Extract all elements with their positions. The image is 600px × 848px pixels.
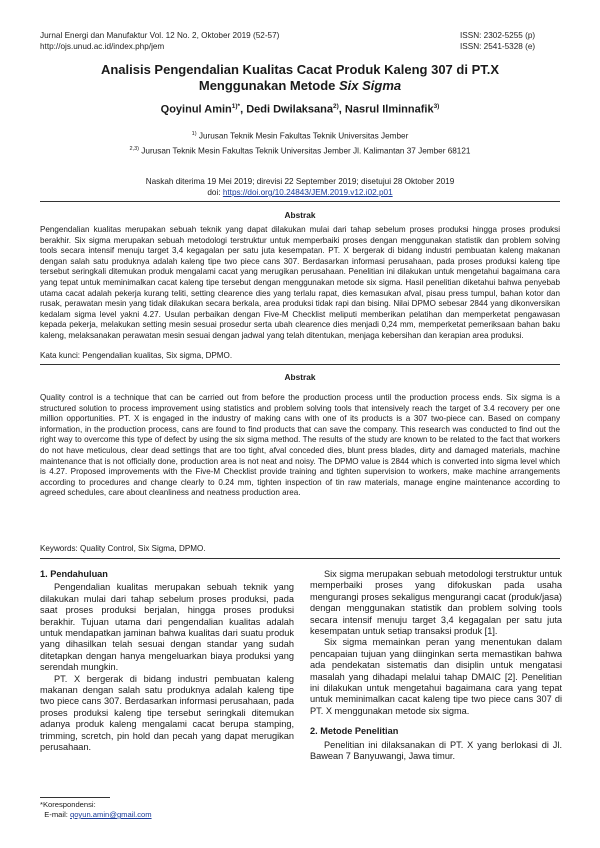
email-link[interactable]: qoyun.amin@gmail.com bbox=[69, 810, 152, 819]
journal-header bbox=[40, 30, 279, 52]
abstract-body: Quality control is a technique that can be carried out from before the production process until the production process ends. Six sigma is a structured solution to process improvement using statistics and problem solving tools that intensively reach the target of 3.4 recovery per one million opportunities. PT. X is engaged in the industry of making cans with one of its products is a 307 two-piece can. Based on company information, in the production process, cans are found to find products that can save the company. This research was conducted to find out the right way to overcome this type of defect by using the six sigma method. The results of the study are known to be related to the fact that workers do not have meticulous, clear dead settings that are too tight, afval conceded dies, blunt press blades, dirty and damaged materials, machine maintenance that is not officially done, production area is not neat and noisy. The DPMO value is 2844 which is converted into sigma level which is 4.27. Proposed improvements with the Five-M Checklist provide training and tighten supervision to workers, make machine arrangements according to procedures and change clearly to 0.24 mm, tighten inspection of tin raw materials, manage engine maintenance according to agreed schedules, care about cleanliness and neatness production area. bbox=[40, 393, 560, 498]
doi-line bbox=[40, 187, 560, 198]
title-line-2-text: Menggunakan Metode bbox=[198, 78, 339, 93]
doi-label: doi: bbox=[207, 188, 223, 197]
section-2-paragraph-1: Penelitian ini dilaksanakan di PT. X yang berlokasi di Jl. Bawean 7 Banyuwangi, Jawa timur. bbox=[310, 739, 562, 762]
affiliation-1 bbox=[40, 131, 560, 141]
title-line-2 bbox=[40, 78, 560, 94]
issn-print: ISSN: 2302-5255 (p) bbox=[460, 31, 536, 40]
author-sep-1: , bbox=[240, 103, 247, 116]
dates-line: Naskah diterima 19 Mei 2019; direvisi 22 September 2019; disetujui 28 Oktober 2019 bbox=[145, 177, 455, 186]
section-2-heading: 2. Metode Penelitian bbox=[310, 726, 399, 737]
author-3: Nasrul Ilminnafik bbox=[344, 103, 434, 116]
abstract-heading: Abstrak bbox=[284, 372, 316, 382]
author-1-sup: 1)* bbox=[231, 103, 241, 110]
author-2: Dedi Dwilaksana bbox=[246, 103, 334, 116]
affiliation-2 bbox=[40, 146, 560, 156]
correspondence-footnote bbox=[40, 800, 152, 820]
email-label: E-mail: bbox=[44, 810, 70, 819]
section-1-paragraph-3: Six sigma merupakan sebuah metodologi terstruktur untuk memperbaiki proses yang difokuskan pada usaha mengurangi proses sekaligus mengurangi cacat (produk/jasa) dengan menggunakan statistik dan problem solving tools secara intensif menuju target 3,4 kegagalan per satu juta kesempatan untuk setiap transaksi produk [1]. bbox=[310, 569, 562, 637]
title-italic-term: Six Sigma bbox=[338, 78, 402, 93]
abstrak-body: Pengendalian kualitas merupakan sebuah teknik yang dapat dilakukan mulai dari tahap sebelum proses produksi hingga proses produksi berakhir. Six sigma merupakan sebuah metodologi terstruktur untuk memperbaiki proses dengan menggunakan statistik dan problem solving tools secara intensif menuju target 3,4 kegagalan per satu juta kesempatan. PT. X bergerak di bidang industri pembuatan kaleng makanan dengan salah satu produknya adalah kaleng tipe two piece cans 307. Berdasarkan informasi perusahaan, pada proses produksi kaleng tipe tersebut seringkali ditemukan produk mengalami cacat yang merugikan perusahaan. Penelitian ini dilakukan untuk mengetahui bagaimana cara yang tepat untuk meminimalkan cacat kaleng tipe tersebut dengan menggunakan metode six sigma. Hasil penelitian diketahui bahwa penyebab utama cacat adalah pekerja kurang teliti, setting clearence dies yang terlalu rapat, dies kemasukan afval, pisau press tumpul, bahan kotor dan rusak, perawatan mesin yang tidak dilakukan secara berkala, area produksi tidak rapi dan bising. Nilai DPMO sebesar 2844 yang dikonversikan kedalam sigma level yakni 4.27. Usulan perbaikan dengan Five-M Checklist meliputi memberikan pelatihan dan memperketat pengawasan kepada pekerja, melakukan setting mesin sesuai prosedur serta ubah clearence dies menjadi 0,24 mm, memperketat pemeriksaan bahan baku kaleng, melaksanakan perawatan mesin sesuai dengan jadwal yang telah ditentukan, menjaga kebersihan dan kerapian area produksi. bbox=[40, 225, 560, 340]
title-line-1: Analisis Pengendalian Kualitas Cacat Produk Kaleng 307 di PT.X bbox=[100, 62, 500, 77]
submission-dates bbox=[40, 176, 560, 198]
author-sep-2: , bbox=[338, 103, 345, 116]
author-1: Qoyinul Amin bbox=[160, 103, 232, 116]
body-column-right bbox=[310, 569, 562, 763]
section-1-paragraph-2: PT. X bergerak di bidang industri pembuatan kaleng makanan dengan salah satu produknya adalah kaleng tipe two piece cans 307. Berdasarkan informasi perusahaan, pada proses produksi kaleng tipe tersebut seringkali ditemukan adanya produk kaleng mengalami cacat berupa stamping, trimming, scretch, pin hold dan pecah yang dapat merugikan perusahaan. bbox=[40, 673, 294, 753]
section-1-heading: 1. Pendahuluan bbox=[40, 569, 108, 579]
divider-mid bbox=[40, 364, 560, 365]
divider-top bbox=[40, 201, 560, 202]
paper-title bbox=[40, 62, 560, 94]
body-column-left bbox=[40, 569, 294, 754]
doi-link[interactable]: https://doi.org/10.24843/JEM.2019.v12.i02.p01 bbox=[222, 188, 393, 197]
author-2-sup: 2) bbox=[333, 103, 339, 110]
section-1-paragraph-4: Six sigma memainkan peran yang menentukan dalam pencapaian tujuan yang diinginkan serta memastikan bahwa ada pendekatan sistematis dan disiplin untuk mengatasi masalah yang dihadapi melalui tahap DMAIC [2]. Penelitian ini dilakukan untuk mengetahui bagaimana cara yang tepat untuk meminimalkan cacat kaleng tipe two piece cans 307 di PT. X menggunakan metode six sigma. bbox=[310, 637, 562, 716]
journal-citation: Jurnal Energi dan Manufaktur Vol. 12 No. 2, Oktober 2019 (52-57) bbox=[40, 31, 280, 40]
abstrak-keywords: Kata kunci: Pengendalian kualitas, Six sigma, DPMO. bbox=[40, 351, 233, 360]
journal-url[interactable]: http://ojs.unud.ac.id/index.php/jem bbox=[40, 42, 165, 51]
author-list bbox=[40, 103, 560, 116]
section-1-paragraph-1: Pengendalian kualitas merupakan sebuah teknik yang dilakukan mulai dari tahap sebelum proses produksi, pada saat proses produksi berjalan, hingga proses produksi berakhir. Tujuan utama dari pengendalian kualitas adalah untuk mendapatkan jaminan bahwa kualitas dari suatu produk yang dihasilkan telah sesuai dengan standar yang sudah ditetapkan dengan hanya mengeluarkan biaya produksi yang serendah mungkin. bbox=[40, 582, 294, 673]
affiliation-1-text: Jurusan Teknik Mesin Fakultas Teknik Universitas Jember bbox=[198, 131, 409, 141]
footnote-divider bbox=[40, 797, 110, 798]
affiliation-1-sup: 1) bbox=[191, 131, 197, 137]
issn-block bbox=[460, 30, 560, 52]
abstract-keywords: Keywords: Quality Control, Six Sigma, DPMO. bbox=[40, 544, 206, 553]
correspondence-email-line bbox=[40, 810, 152, 820]
affiliation-2-sup: 2,3) bbox=[129, 146, 140, 152]
affiliation-2-text: Jurusan Teknik Mesin Fakultas Teknik Universitas Jember Jl. Kalimantan 37 Jember 68121 bbox=[141, 146, 471, 156]
correspondence-label: *Korespondensi: bbox=[40, 800, 96, 809]
abstrak-heading: Abstrak bbox=[284, 210, 316, 220]
author-3-sup: 3) bbox=[433, 103, 440, 110]
issn-online: ISSN: 2541-5328 (e) bbox=[460, 42, 536, 51]
divider-bottom bbox=[40, 558, 560, 559]
